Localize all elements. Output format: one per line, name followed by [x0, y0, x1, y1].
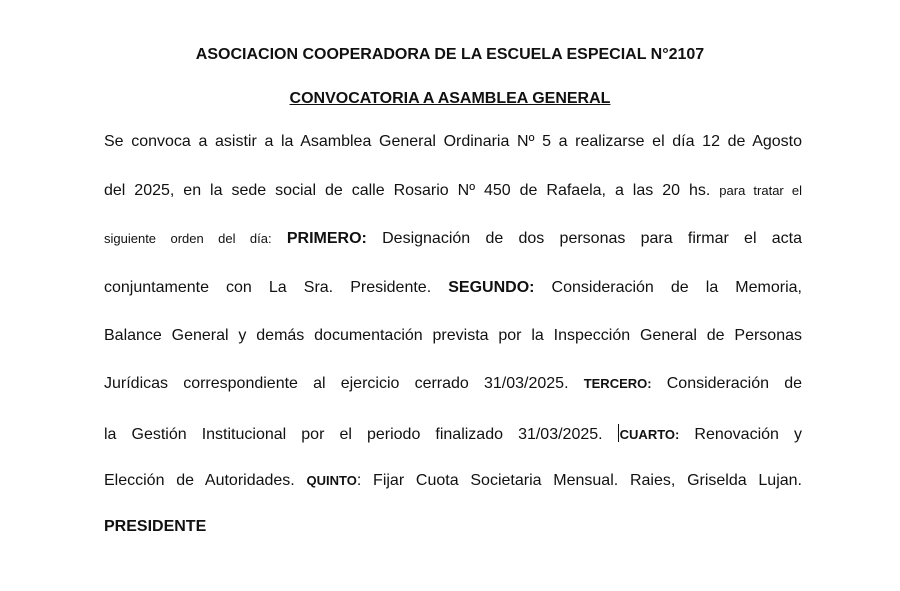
document-subtitle: CONVOCATORIA A ASAMBLEA GENERAL — [289, 90, 611, 107]
item-label-cuarto: CUARTO: — [619, 427, 680, 442]
line-text: la Gestión Institucional por el periodo finalizado 31/03/2025. — [104, 426, 603, 443]
line-text: Consideración de — [666, 375, 802, 392]
paragraph-line-7 — [104, 424, 802, 444]
line-text: conjuntamente con La Sra. Presidente. — [104, 279, 432, 296]
text-cursor — [618, 424, 619, 442]
line-text: del 2025, en la sede social de calle Rosario Nº 450 de Rafaela, a las 20 hs. — [104, 182, 711, 199]
paragraph-line-8 — [104, 472, 802, 490]
item-label-tercero: TERCERO: — [583, 376, 652, 391]
line-text-small: siguiente orden del día: — [104, 231, 272, 246]
paragraph-line-2 — [104, 182, 802, 200]
line-text: : Fijar Cuota Societaria Mensual. Raies, Griselda Lujan. — [356, 472, 802, 489]
item-label-segundo: SEGUNDO: — [448, 279, 535, 296]
paragraph-line-3 — [104, 230, 802, 248]
item-label-primero: PRIMERO: — [286, 230, 367, 247]
line-text: Consideración de la Memoria, — [551, 279, 802, 296]
signature-role: PRESIDENTE — [104, 518, 207, 535]
line-text: Balance General y demás documentación prevista por la Inspección General de Personas — [104, 327, 802, 344]
line-text: Renovación y — [694, 426, 802, 443]
document-title: ASOCIACION COOPERADORA DE LA ESCUELA ESPECIAL N°2107 — [195, 46, 705, 63]
item-label-quinto: QUINTO — [306, 473, 357, 488]
line-text: Se convoca a asistir a la Asamblea General Ordinaria Nº 5 a realizarse el día 12 de Agosto — [104, 133, 802, 150]
paragraph-line-1 — [104, 133, 802, 151]
paragraph-line-6 — [104, 375, 802, 393]
line-text: Elección de Autoridades. — [104, 472, 295, 489]
paragraph-line-4 — [104, 279, 802, 297]
line-text: Designación de dos personas para firmar el acta — [382, 230, 802, 247]
line-text-small: para tratar el — [719, 183, 803, 198]
paragraph-line-5 — [104, 327, 802, 345]
line-text: Jurídicas correspondiente al ejercicio cerrado 31/03/2025. — [104, 375, 569, 392]
